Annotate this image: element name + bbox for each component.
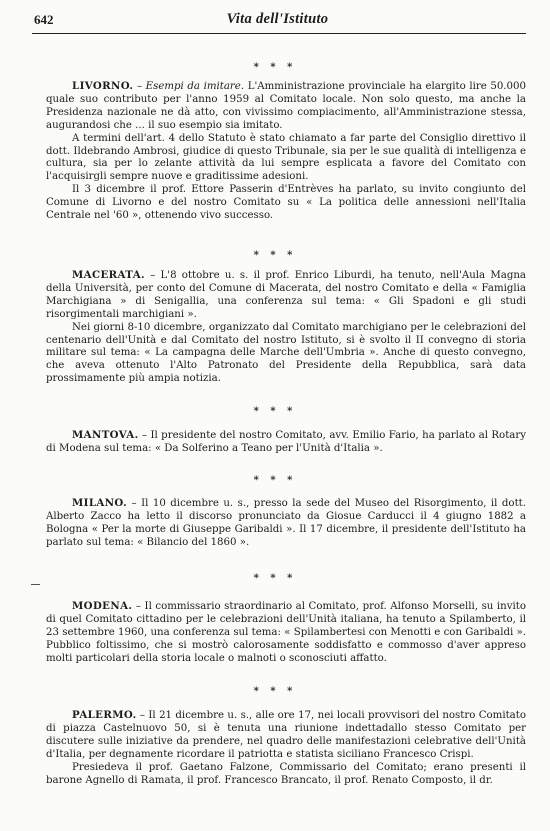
paragraph-text: – Il presidente del nostro Comitato, avv. Emilio Fario, ha parlato al Rotary di Modena sul tema: « Da Solferino a Teano per l'Unità d'Italia ». xyxy=(46,430,526,454)
header-rule xyxy=(32,33,526,34)
running-title: Vita dell'Istituto xyxy=(226,11,329,27)
margin-mark xyxy=(31,584,40,585)
paragraph xyxy=(46,497,526,550)
section-palermo xyxy=(46,709,526,787)
city-heading: PALERMO. xyxy=(72,709,137,721)
paragraph: LIVORNO. – Esempi da imitare. L'Amministrazione provinciale ha elargito lire 50.000 quale suo contributo per l'anno 1959 al Comitato locale. Non solo questo, ma anche la Presidenza nazionale ne dà atto, con vivissimo compiacimento, all'Amministrazione stessa, augurandosi che ... il suo esempio sia imitato. xyxy=(46,80,526,131)
section-modena xyxy=(46,600,526,666)
paragraph xyxy=(46,600,526,666)
section-livorno xyxy=(46,80,526,223)
section-separator: * * * xyxy=(253,686,297,697)
section-mantova xyxy=(46,429,526,456)
page-header xyxy=(30,10,525,30)
paragraph: A termini dell'art. 4 dello Statuto è stato chiamato a far parte del Consiglio direttivo il dott. Ildebrando Ambrosi, giudice di questo Tribunale, sia per le sue qualità di intelligenza e cultura, sia per lo zelante attività da lui sempre esplicata a favore del Comitato con l'acquisirgli sempre nuove e graditissime adesioni. xyxy=(46,132,526,183)
page-number: 642 xyxy=(34,12,54,27)
city-heading: MACERATA. xyxy=(72,269,145,281)
paragraph: Presiedeva il prof. Gaetano Falzone, Commissario del Comitato; erano presenti il barone Agnello di Ramata, il prof. Francesco Brancato, il prof. Renato Composto, il dr. xyxy=(46,761,526,786)
paragraph-text: – L'8 ottobre u. s. il prof. Enrico Liburdi, ha tenuto, nell'Aula Magna della Università, per conto del Comune di Macerata, del nostro Comitato e della « Famiglia Marchigiana » di Senigallia, una conferenza sul tema: « Gli Spadoni e gli studi risorgimentali marchigiani ». xyxy=(46,270,526,320)
paragraph-text: – Il commissario straordinario al Comitato, prof. Alfonso Morselli, su invito di quel Comitato cittadino per le celebrazioni dell'Unità italiana, ha tenuto a Spilamberto, il 23 settembre 1960, una conferenza sul tema: « Spilambertesi con Menotti e con Garibaldi ». Pubblico foltissimo, che si mostrò calorosamente soddisfatto e commosso d'aver appreso molti particolari della storia locale o malnoti o sconosciuti affatto. xyxy=(46,601,526,664)
paragraph: Il 3 dicembre il prof. Ettore Passerin d'Entrèves ha parlato, su invito congiunto del Comune di Livorno e del nostro Comitato su « La politica delle annessioni nell'Italia Centrale nel '60 », ottenendo vivo successo. xyxy=(46,184,526,222)
section-macerata xyxy=(46,269,526,386)
paragraph-text: – Il 10 dicembre u. s., presso la sede del Museo del Risorgimento, il dott. Alberto Zacco ha letto il discorso pronunciato da Giosue Carducci il 4 giugno 1882 a Bologna « Per la morte di Giuseppe Garibaldi ». Il 17 dicembre, il presidente dell'Istituto ha parlato sul tema: « Bilancio del 1860 ». xyxy=(46,498,526,548)
paragraph xyxy=(46,429,526,456)
section-separator: * * * xyxy=(253,573,297,584)
city-heading: MANTOVA. xyxy=(72,429,139,441)
section-separator: * * * xyxy=(253,62,297,73)
section-separator: * * * xyxy=(253,475,297,486)
paragraph xyxy=(46,709,526,762)
paragraph-text: – Il 21 dicembre u. s., alle ore 17, nei locali provvisori del nostro Comitato di piazza Castelnuovo 50, si è tenuta una riunione indettadallo stesso Comitato per discutere sulle iniziative da prendere, nel quadro delle manifestazioni celebrative dell'Unità d'Italia, per degnamente ricordare il patriotta e statista siciliano Francesco Crispi. xyxy=(46,710,526,760)
city-heading: MILANO. xyxy=(72,497,128,509)
section-separator: * * * xyxy=(253,406,297,417)
paragraph: Nei giorni 8-10 dicembre, organizzato dal Comitato marchigiano per le celebrazioni del centenario dell'Unità e dal Comitato del nostro Istituto, si è svolto il II convegno di storia militare sul tema: « La campagna delle Marche dell'Umbria ». Anche di questo convegno, che aveva ottenuto l'Alto Patronato del Presidente della Repubblica, sarà data prossimamente più ampia notizia. xyxy=(46,321,526,385)
paragraph-text: L'Amministrazione provinciale ha elargito lire 50.000 quale suo contributo per l'anno 1959 al Comitato locale. Non solo questo, ma anche la Presidenza nazionale ne dà atto, con vivissimo compiacimento, all'Amministrazione stessa, augurandosi che ... il suo esempio sia imitato. xyxy=(46,81,526,131)
section-separator: * * * xyxy=(253,250,297,261)
city-heading: MODENA. xyxy=(72,600,133,612)
section-milano xyxy=(46,497,526,550)
note-title: Esempi da imitare. xyxy=(145,81,245,92)
city-heading: LIVORNO. xyxy=(72,80,134,92)
paragraph xyxy=(46,269,526,322)
